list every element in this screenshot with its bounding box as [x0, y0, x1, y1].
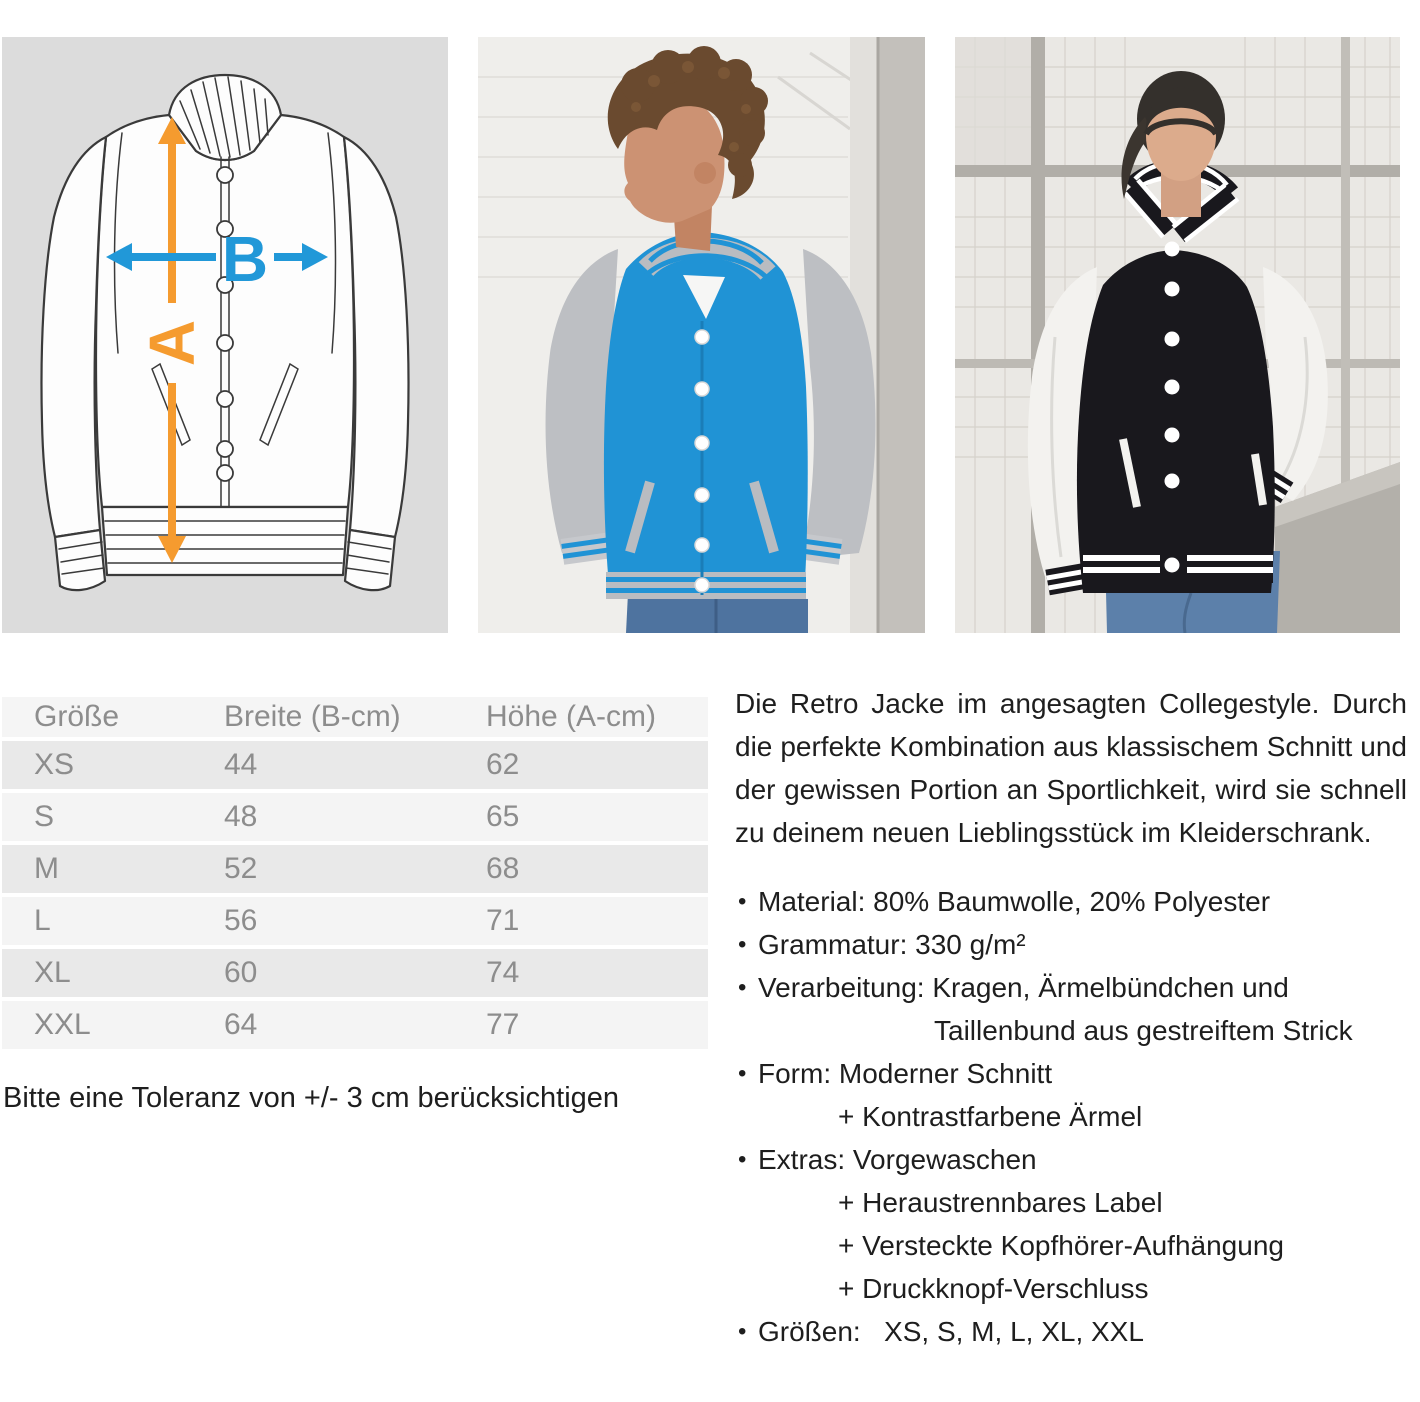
feature-line	[735, 1138, 1407, 1181]
feature-line	[735, 1052, 1407, 1095]
size-table-header-row	[2, 697, 708, 737]
feature-line	[735, 1224, 1407, 1267]
bullet-dot: •	[738, 888, 747, 915]
product-description	[735, 682, 1407, 1353]
table-cell: 74	[454, 949, 708, 997]
tolerance-note: Bitte eine Toleranz von +/- 3 cm berücksichtigen	[3, 1082, 620, 1114]
photo-men-jacket	[478, 37, 925, 633]
feature-line	[735, 923, 1407, 966]
bullet-dot: •	[738, 931, 747, 958]
table-row	[2, 897, 708, 945]
feature-list	[735, 880, 1407, 1353]
feature-line	[735, 880, 1407, 923]
jacket-measurement-diagram	[2, 37, 448, 633]
feature-text: Form: Moderner Schnitt	[758, 1058, 1053, 1089]
feature-line	[735, 1310, 1407, 1353]
feature-line	[735, 1095, 1407, 1138]
table-cell: M	[2, 845, 192, 893]
feature-text: Material: 80% Baumwolle, 20% Polyester	[758, 886, 1271, 917]
feature-text: + Versteckte Kopfhörer-Aufhängung	[838, 1230, 1284, 1261]
bullet-dot: •	[738, 1060, 747, 1087]
table-cell: XS	[2, 741, 192, 789]
feature-text: + Kontrastfarbene Ärmel	[838, 1101, 1143, 1132]
jacket-body	[1077, 250, 1275, 593]
size-diagram-panel	[2, 37, 448, 633]
column-header: Größe	[2, 697, 192, 737]
table-cell: 56	[192, 897, 454, 945]
feature-text: Grammatur: 330 g/m²	[758, 929, 1026, 960]
table-cell: 65	[454, 793, 708, 841]
size-table	[2, 693, 708, 1053]
table-cell: 68	[454, 845, 708, 893]
table-cell: 64	[192, 1001, 454, 1049]
table-row	[2, 793, 708, 841]
table-cell: 44	[192, 741, 454, 789]
table-row	[2, 1001, 708, 1049]
table-cell: 60	[192, 949, 454, 997]
table-cell: 52	[192, 845, 454, 893]
table-cell: 48	[192, 793, 454, 841]
feature-text: + Druckknopf-Verschluss	[838, 1273, 1149, 1304]
bullet-dot: •	[738, 1318, 747, 1345]
description-intro: Die Retro Jacke im angesagten Collegestyle. Durch die perfekte Kombination aus klassischem Schnitt und der gewissen Portion an Sportlichkeit, wird sie schnell zu deinem neuen Lieblingsstück im Kleiderschrank.	[735, 688, 1407, 848]
feature-line	[735, 1267, 1407, 1310]
bullet-dot: •	[738, 1146, 747, 1173]
table-cell: XL	[2, 949, 192, 997]
bullet-dot: •	[738, 974, 747, 1001]
feature-text: Taillenbund aus gestreiftem Strick	[934, 1015, 1353, 1046]
men-college-jacket-photo	[478, 37, 925, 633]
width-label: B	[221, 223, 269, 295]
table-cell: 62	[454, 741, 708, 789]
feature-text: + Heraustrennbares Label	[838, 1187, 1163, 1218]
table-cell: XXL	[2, 1001, 192, 1049]
table-row	[2, 949, 708, 997]
feature-line	[735, 1009, 1407, 1052]
feature-text: Größen: XS, S, M, L, XL, XXL	[758, 1316, 1144, 1347]
jacket-outline	[42, 75, 409, 590]
table-cell: S	[2, 793, 192, 841]
feature-text: Verarbeitung: Kragen, Ärmelbündchen und	[758, 972, 1289, 1003]
concrete-pillar	[878, 37, 925, 633]
height-label: A	[136, 319, 208, 367]
feature-line	[735, 1181, 1407, 1224]
table-cell: 77	[454, 1001, 708, 1049]
table-cell: 71	[454, 897, 708, 945]
column-header: Höhe (A-cm)	[454, 697, 708, 737]
feature-line	[735, 966, 1407, 1009]
size-table-body	[2, 741, 708, 1049]
table-row	[2, 741, 708, 789]
table-cell: L	[2, 897, 192, 945]
table-row	[2, 845, 708, 893]
photo-women-jacket	[955, 37, 1400, 633]
feature-text: Extras: Vorgewaschen	[758, 1144, 1037, 1175]
women-college-jacket-photo	[955, 37, 1400, 633]
column-header: Breite (B-cm)	[192, 697, 454, 737]
